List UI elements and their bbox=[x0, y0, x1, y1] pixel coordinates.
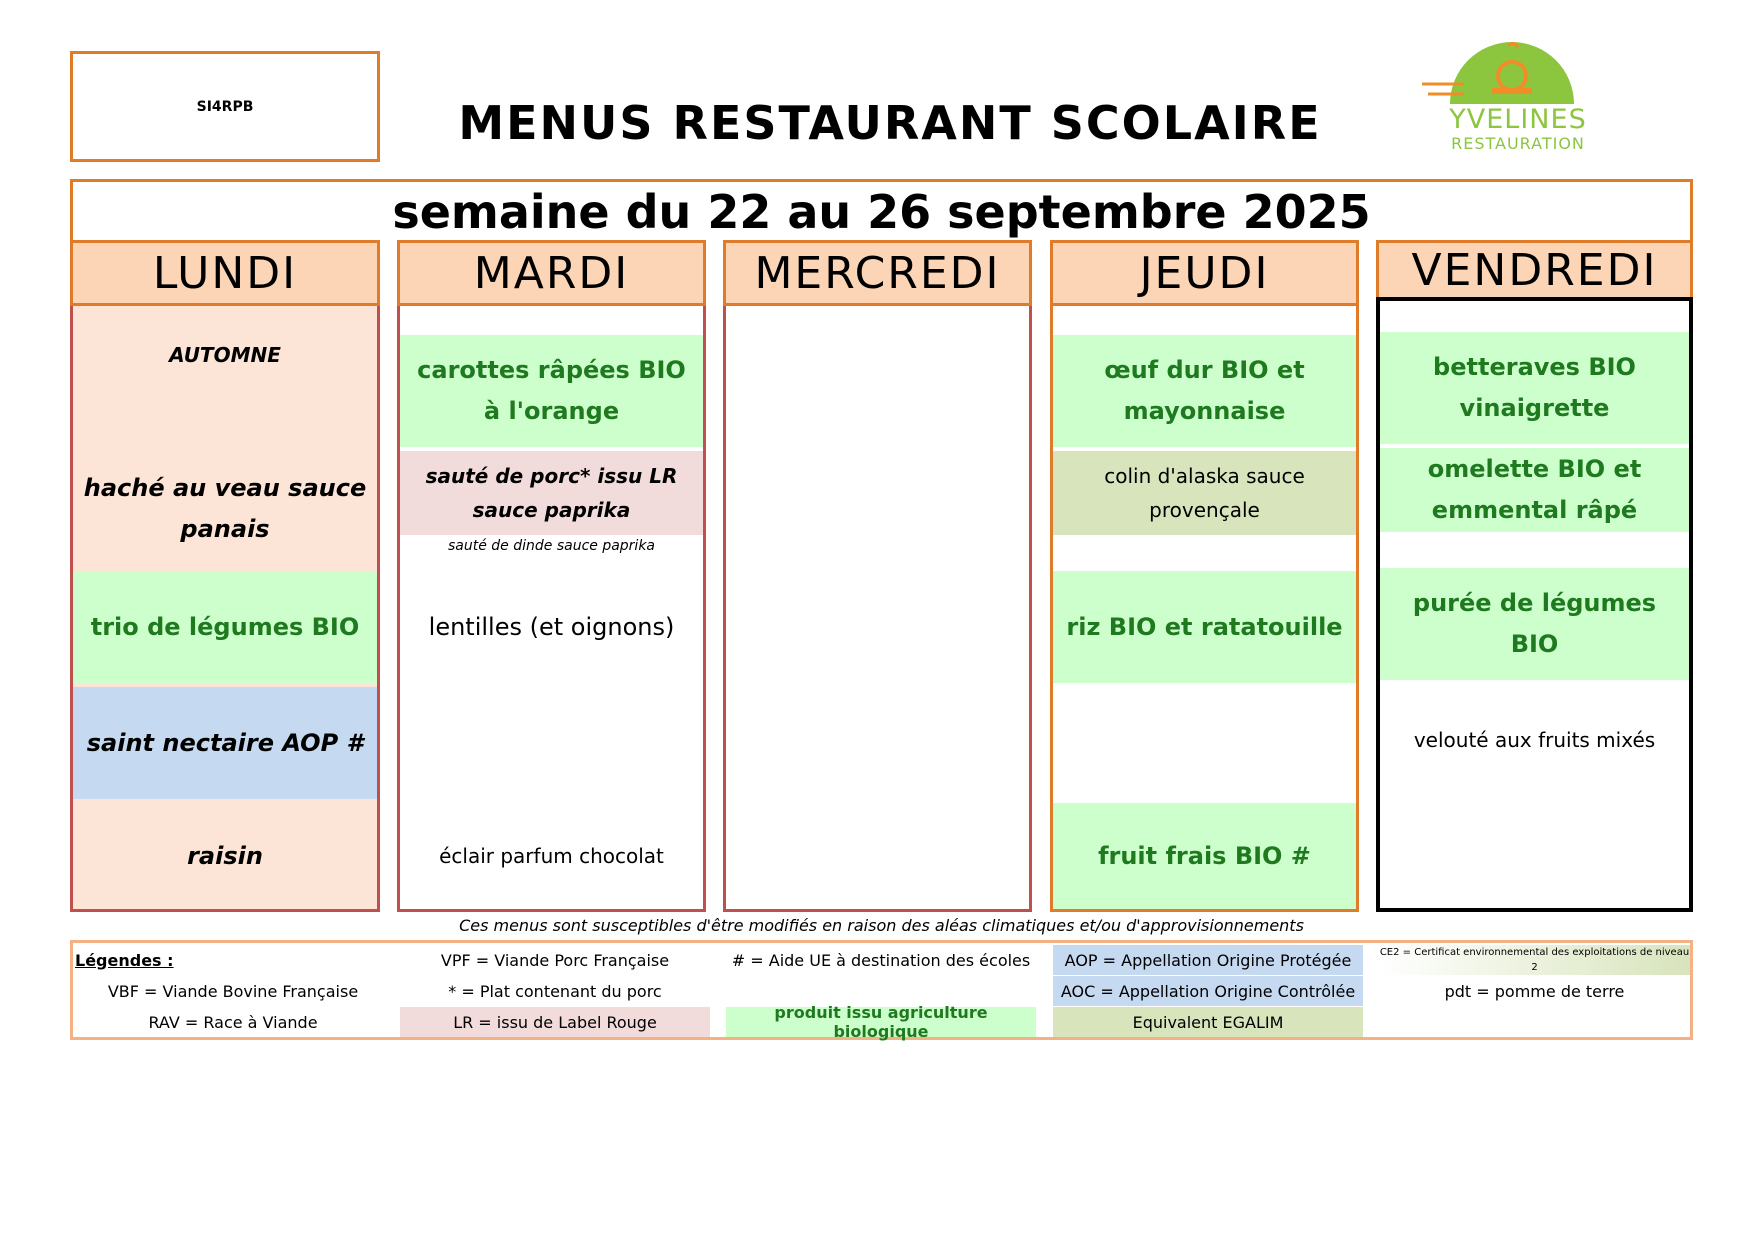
logo-text-restauration: RESTAURATION bbox=[1451, 134, 1585, 153]
vendredi-side-text: purée de légumes BIO bbox=[1412, 589, 1657, 658]
jeudi-starter-text: œuf dur BIO et mayonnaise bbox=[1104, 356, 1305, 425]
legend-vbf: VBF = Viande Bovine Française bbox=[107, 981, 359, 1001]
day-header-lundi: LUNDI bbox=[70, 240, 380, 306]
day-column-jeudi bbox=[1050, 240, 1359, 912]
jeudi-starter bbox=[1053, 335, 1356, 447]
lundi-starter-text: AUTOMNE bbox=[169, 343, 281, 367]
lundi-dessert-text: raisin bbox=[187, 841, 263, 870]
day-header-jeudi: JEUDI bbox=[1050, 240, 1359, 306]
lundi-dessert bbox=[73, 803, 377, 909]
vendredi-main bbox=[1380, 448, 1689, 532]
disclaimer: Ces menus sont susceptibles d'être modifiés en raison des aléas climatiques et/ou d'approvisionnements bbox=[459, 916, 1304, 935]
legend-title-text: Légendes : bbox=[75, 950, 174, 970]
page-title: MENUS RESTAURANT SCOLAIRE bbox=[458, 96, 1322, 150]
logo-text-yvelines: YVELINES bbox=[1449, 104, 1587, 135]
lundi-side bbox=[73, 571, 377, 683]
day-column-vendredi bbox=[1376, 240, 1693, 912]
legend-aoc: AOC = Appellation Origine Contrôlée bbox=[1053, 976, 1363, 1006]
jeudi-main bbox=[1053, 451, 1356, 535]
vendredi-side bbox=[1380, 568, 1689, 680]
legend bbox=[70, 940, 1693, 1040]
vendredi-dessert-text: velouté aux fruits mixés bbox=[1413, 728, 1656, 752]
mardi-dessert-text: éclair parfum chocolat bbox=[439, 844, 664, 868]
jeudi-dessert bbox=[1053, 803, 1356, 909]
day-column-lundi bbox=[70, 240, 380, 912]
mardi-side-text: lentilles (et oignons) bbox=[428, 612, 675, 641]
lundi-main-text: haché au veau sauce panais bbox=[83, 473, 367, 543]
mardi-main-alt bbox=[400, 535, 703, 559]
jeudi-dessert-text: fruit frais BIO # bbox=[1098, 841, 1311, 870]
vendredi-starter bbox=[1380, 332, 1689, 444]
legend-porc: * = Plat contenant du porc bbox=[448, 981, 662, 1001]
jeudi-side-text: riz BIO et ratatouille bbox=[1066, 612, 1343, 641]
mardi-starter bbox=[400, 335, 703, 447]
mardi-main-alt-text: sauté de dinde sauce paprika bbox=[447, 538, 656, 555]
jeudi-main-text: colin d'alaska sauce provençale bbox=[1104, 464, 1305, 522]
day-header-vendredi: VENDREDI bbox=[1376, 240, 1693, 300]
legend-title bbox=[75, 945, 195, 975]
week-title bbox=[70, 179, 1693, 241]
day-column-mercredi bbox=[723, 240, 1032, 912]
legend-vpf: VPF = Viande Porc Française bbox=[440, 950, 670, 970]
mardi-dessert bbox=[400, 803, 703, 909]
day-header-mardi: MARDI bbox=[397, 240, 706, 306]
legend-ce2: CE2 = Certificat environnemental des exploitations de niveau 2 bbox=[1379, 947, 1690, 973]
lundi-starter bbox=[73, 300, 377, 410]
school-code: SI4RPB bbox=[196, 98, 254, 115]
legend-lr: LR = issu de Label Rouge bbox=[400, 1007, 710, 1037]
school-code-box bbox=[70, 51, 380, 162]
day-header-mercredi: MERCREDI bbox=[723, 240, 1032, 306]
mardi-main-text: sauté de porc* issu LR sauce paprika bbox=[425, 464, 678, 522]
jeudi-side bbox=[1053, 571, 1356, 683]
legend-aop: AOP = Appellation Origine Protégée bbox=[1053, 945, 1363, 975]
day-column-mardi bbox=[397, 240, 706, 912]
week-label: semaine du 22 au 26 septembre 2025 bbox=[392, 184, 1371, 239]
vendredi-main-text: omelette BIO et emmental râpé bbox=[1427, 455, 1642, 524]
mardi-side bbox=[400, 571, 703, 683]
lundi-cheese-text: saint nectaire AOP # bbox=[86, 728, 364, 757]
legend-rav: RAV = Race à Viande bbox=[148, 1012, 318, 1032]
lundi-side-text: trio de légumes BIO bbox=[90, 612, 360, 641]
vendredi-frame bbox=[1376, 297, 1693, 912]
legend-ue: # = Aide UE à destination des écoles bbox=[731, 950, 1031, 970]
lundi-cheese bbox=[73, 687, 377, 799]
vendredi-starter-text: betteraves BIO vinaigrette bbox=[1433, 353, 1636, 422]
lundi-main bbox=[73, 451, 377, 566]
mardi-starter-text: carottes râpées BIO à l'orange bbox=[417, 356, 686, 425]
vendredi-dessert bbox=[1380, 684, 1689, 796]
mardi-main bbox=[400, 451, 703, 535]
legend-pdt: pdt = pomme de terre bbox=[1444, 981, 1625, 1001]
legend-egalim: Equivalent EGALIM bbox=[1053, 1007, 1363, 1037]
legend-bio: produit issu agriculture biologique bbox=[726, 1007, 1036, 1037]
